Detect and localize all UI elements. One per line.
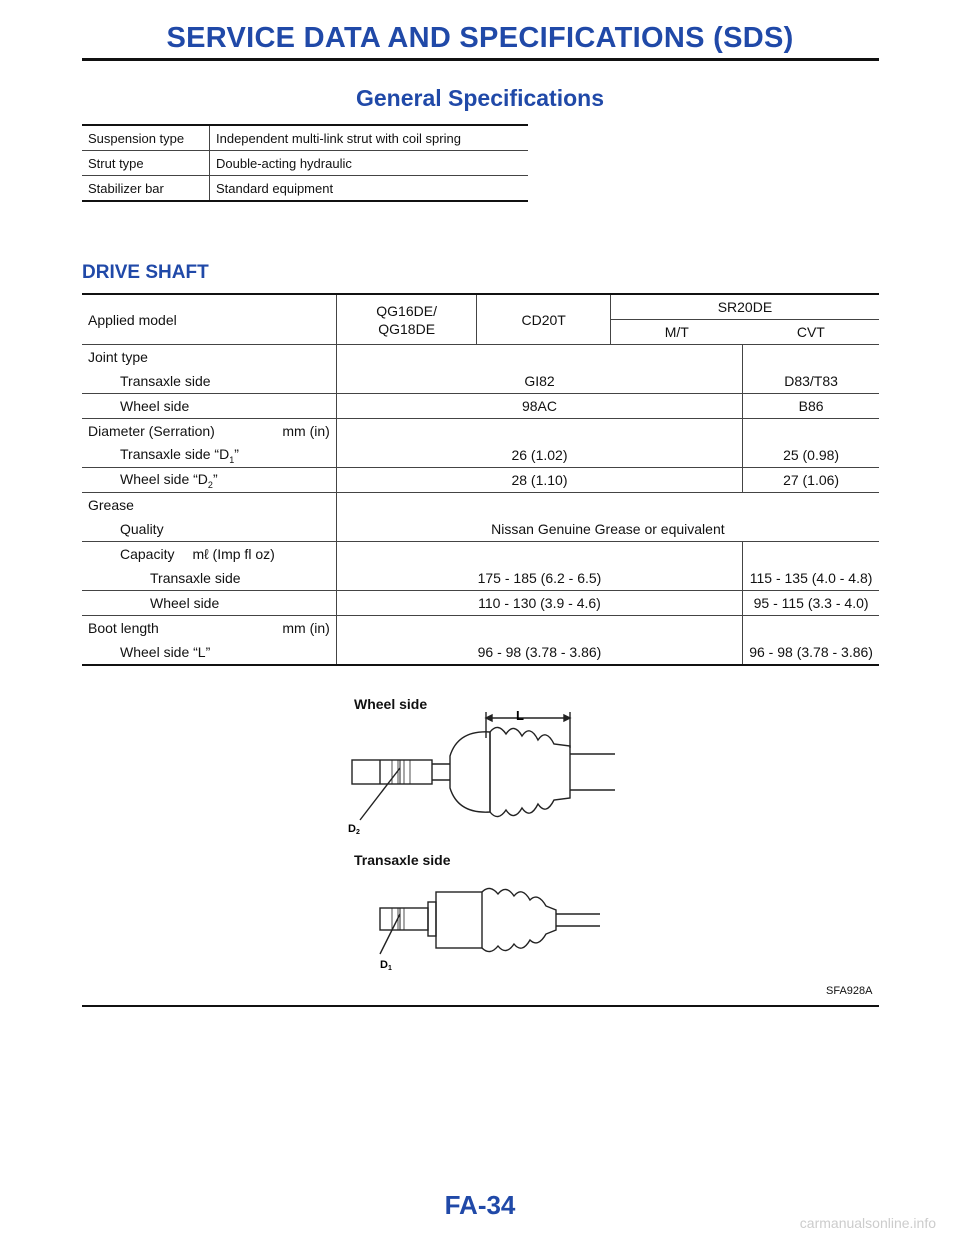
row-label bbox=[82, 616, 336, 641]
subscript: 1 bbox=[229, 454, 235, 465]
diameter-unit: mm (in) bbox=[282, 423, 330, 439]
dim-d2-label bbox=[348, 823, 360, 836]
page-header-title: SERVICE DATA AND SPECIFICATIONS (SDS) bbox=[166, 22, 794, 54]
table-row bbox=[82, 443, 879, 468]
cell-value: 96 - 98 (3.78 - 3.86) bbox=[749, 644, 873, 660]
col-mt: M/T bbox=[610, 320, 742, 345]
transaxle-side-shaft-illustration bbox=[360, 880, 610, 980]
table-header-row bbox=[82, 294, 879, 320]
spec-value: Double-acting hydraulic bbox=[210, 151, 529, 176]
table-row bbox=[82, 616, 879, 641]
col-qg-label: QG16DE/ QG18DE bbox=[376, 302, 437, 337]
row-label: Wheel side “L” bbox=[82, 640, 336, 665]
dia-transaxle-label: Transaxle side “D bbox=[120, 445, 230, 462]
cell-value: 98AC bbox=[336, 394, 742, 419]
dim-d1-label bbox=[380, 959, 392, 972]
cell-value: GI82 bbox=[336, 369, 742, 394]
table-row bbox=[82, 640, 879, 665]
capacity-unit: mℓ (Imp fl oz) bbox=[192, 546, 275, 562]
dim-d1-text: D bbox=[380, 959, 388, 971]
table-row bbox=[82, 517, 879, 542]
table-row bbox=[82, 468, 879, 493]
applied-model-label: Applied model bbox=[82, 294, 336, 345]
cell-value: D83/T83 bbox=[743, 369, 879, 394]
watermark: carmanualsonline.info bbox=[799, 1215, 936, 1231]
section-title: General Specifications bbox=[356, 85, 604, 111]
spec-label: Strut type bbox=[82, 151, 210, 176]
cell-value: 175 - 185 (6.2 - 6.5) bbox=[336, 566, 742, 591]
capacity-label: Capacity bbox=[120, 546, 175, 562]
table-row bbox=[82, 566, 879, 591]
bottom-rule bbox=[82, 1005, 879, 1007]
joint-type-label: Joint type bbox=[82, 345, 336, 370]
row-label: Wheel side bbox=[82, 394, 336, 419]
table-row bbox=[82, 125, 528, 151]
row-label: Transaxle side bbox=[82, 369, 336, 394]
row-label: Transaxle side bbox=[82, 566, 336, 591]
col-qg bbox=[336, 294, 477, 345]
table-row bbox=[82, 345, 879, 370]
row-label bbox=[82, 468, 336, 493]
boot-length-label: Boot length bbox=[88, 620, 159, 636]
cell-value: 27 (1.06) bbox=[743, 468, 879, 493]
quote: ” bbox=[234, 445, 239, 462]
cell-value: Nissan Genuine Grease or equivalent bbox=[336, 517, 879, 542]
spec-value: Standard equipment bbox=[210, 176, 529, 202]
table-row bbox=[82, 493, 879, 518]
grease-label: Grease bbox=[82, 493, 336, 518]
row-label bbox=[82, 542, 336, 567]
table-row bbox=[82, 591, 879, 616]
figure-code: SFA928A bbox=[826, 985, 873, 997]
dia-wheel-label: Wheel side “D bbox=[120, 470, 208, 487]
wheel-side-shaft-illustration bbox=[340, 708, 620, 838]
spec-value: Independent multi-link strut with coil spring bbox=[210, 125, 529, 151]
cell-value: 115 - 135 (4.0 - 4.8) bbox=[743, 566, 879, 591]
col-sr: SR20DE bbox=[610, 294, 879, 320]
table-row bbox=[82, 369, 879, 394]
row-label bbox=[82, 443, 336, 468]
diameter-label: Diameter (Serration) bbox=[88, 423, 215, 439]
spec-label: Stabilizer bar bbox=[82, 176, 210, 202]
general-spec-table bbox=[82, 124, 528, 202]
dim-d2-sub: 2 bbox=[355, 829, 360, 836]
table-row bbox=[82, 176, 528, 202]
dim-d2-text: D bbox=[348, 823, 356, 835]
drive-shaft-table bbox=[82, 293, 879, 666]
col-cvt: CVT bbox=[743, 320, 879, 345]
table-row bbox=[82, 394, 879, 419]
row-label bbox=[82, 419, 336, 444]
dim-l-label: L bbox=[516, 708, 524, 723]
transaxle-side-caption: Transaxle side bbox=[354, 852, 451, 868]
header-rule bbox=[82, 58, 879, 61]
table-row bbox=[82, 419, 879, 444]
row-label: Quality bbox=[82, 517, 336, 542]
col-cd: CD20T bbox=[477, 294, 610, 345]
wheel-side-caption: Wheel side bbox=[354, 696, 428, 712]
drive-shaft-title: DRIVE SHAFT bbox=[82, 262, 209, 283]
quote: ” bbox=[212, 470, 218, 487]
cell-value: 96 - 98 (3.78 - 3.86) bbox=[336, 640, 742, 665]
table-row bbox=[82, 151, 528, 176]
cell-value: 26 (1.02) bbox=[336, 443, 742, 468]
cell-value: 25 (0.98) bbox=[743, 443, 879, 468]
subscript: 2 bbox=[207, 479, 213, 490]
cell-value: B86 bbox=[743, 394, 879, 419]
dim-d1-sub: 1 bbox=[387, 965, 392, 972]
spec-label: Suspension type bbox=[82, 125, 210, 151]
cell-value: 95 - 115 (3.3 - 4.0) bbox=[743, 591, 879, 616]
row-label: Wheel side bbox=[82, 591, 336, 616]
page-number: FA-34 bbox=[444, 1190, 516, 1220]
cell-value: 28 (1.10) bbox=[336, 468, 742, 493]
table-row bbox=[82, 542, 879, 567]
boot-unit: mm (in) bbox=[282, 620, 330, 636]
cell-value: 110 - 130 (3.9 - 4.6) bbox=[336, 591, 742, 616]
